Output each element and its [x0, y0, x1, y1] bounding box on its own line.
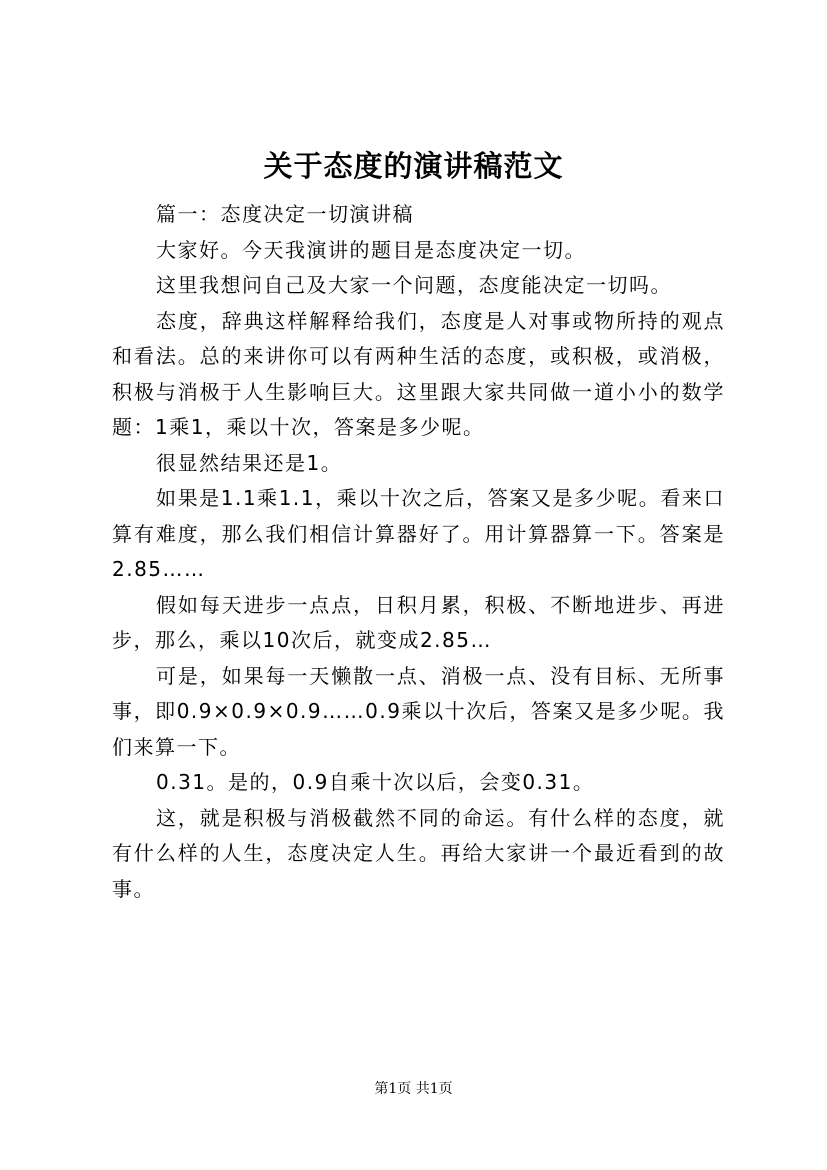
document-body: [112, 197, 725, 907]
paragraph: 这，就是积极与消极截然不同的命运。有什么样的态度，就有什么样的人生，态度决定人生。再给大家讲一个最近看到的故事。: [112, 805, 725, 901]
paragraph: 很显然结果还是1。: [156, 450, 343, 475]
page-footer: 第1页 共1页: [374, 1081, 453, 1097]
paragraph: 假如每天进步一点点，日积月累，积极、不断地进步、再进步，那么，乘以10次后，就变成2.85…: [112, 592, 725, 652]
paragraph: 大家好。今天我演讲的题目是态度决定一切。: [156, 237, 586, 262]
paragraph: 篇一：态度决定一切演讲稿: [156, 202, 414, 226]
paragraph: 如果是1.1乘1.1，乘以十次之后，答案又是多少呢。看来口算有难度，那么我们相信计算器好了。用计算器算一下。答案是2.85……: [112, 486, 725, 581]
paragraph: 这里我想问自己及大家一个问题，态度能决定一切吗。: [156, 273, 672, 297]
paragraph: 0.31。是的，0.9自乘十次以后，会变0.31。: [156, 770, 595, 794]
paragraph: 态度，辞典这样解释给我们，态度是人对事或物所持的观点和看法。总的来讲你可以有两种生活的态度，或积极，或消极，积极与消极于人生影响巨大。这里跟大家共同做一道小小的数学题：1乘1，乘以十次，答案是多少呢。: [112, 308, 725, 439]
paragraph: 可是，如果每一天懒散一点、消极一点、没有目标、无所事事，即0.9×0.9×0.9……0.9乘以十次后，答案又是多少呢。我们来算一下。: [112, 663, 725, 759]
document-title: 关于态度的演讲稿范文: [263, 149, 564, 183]
